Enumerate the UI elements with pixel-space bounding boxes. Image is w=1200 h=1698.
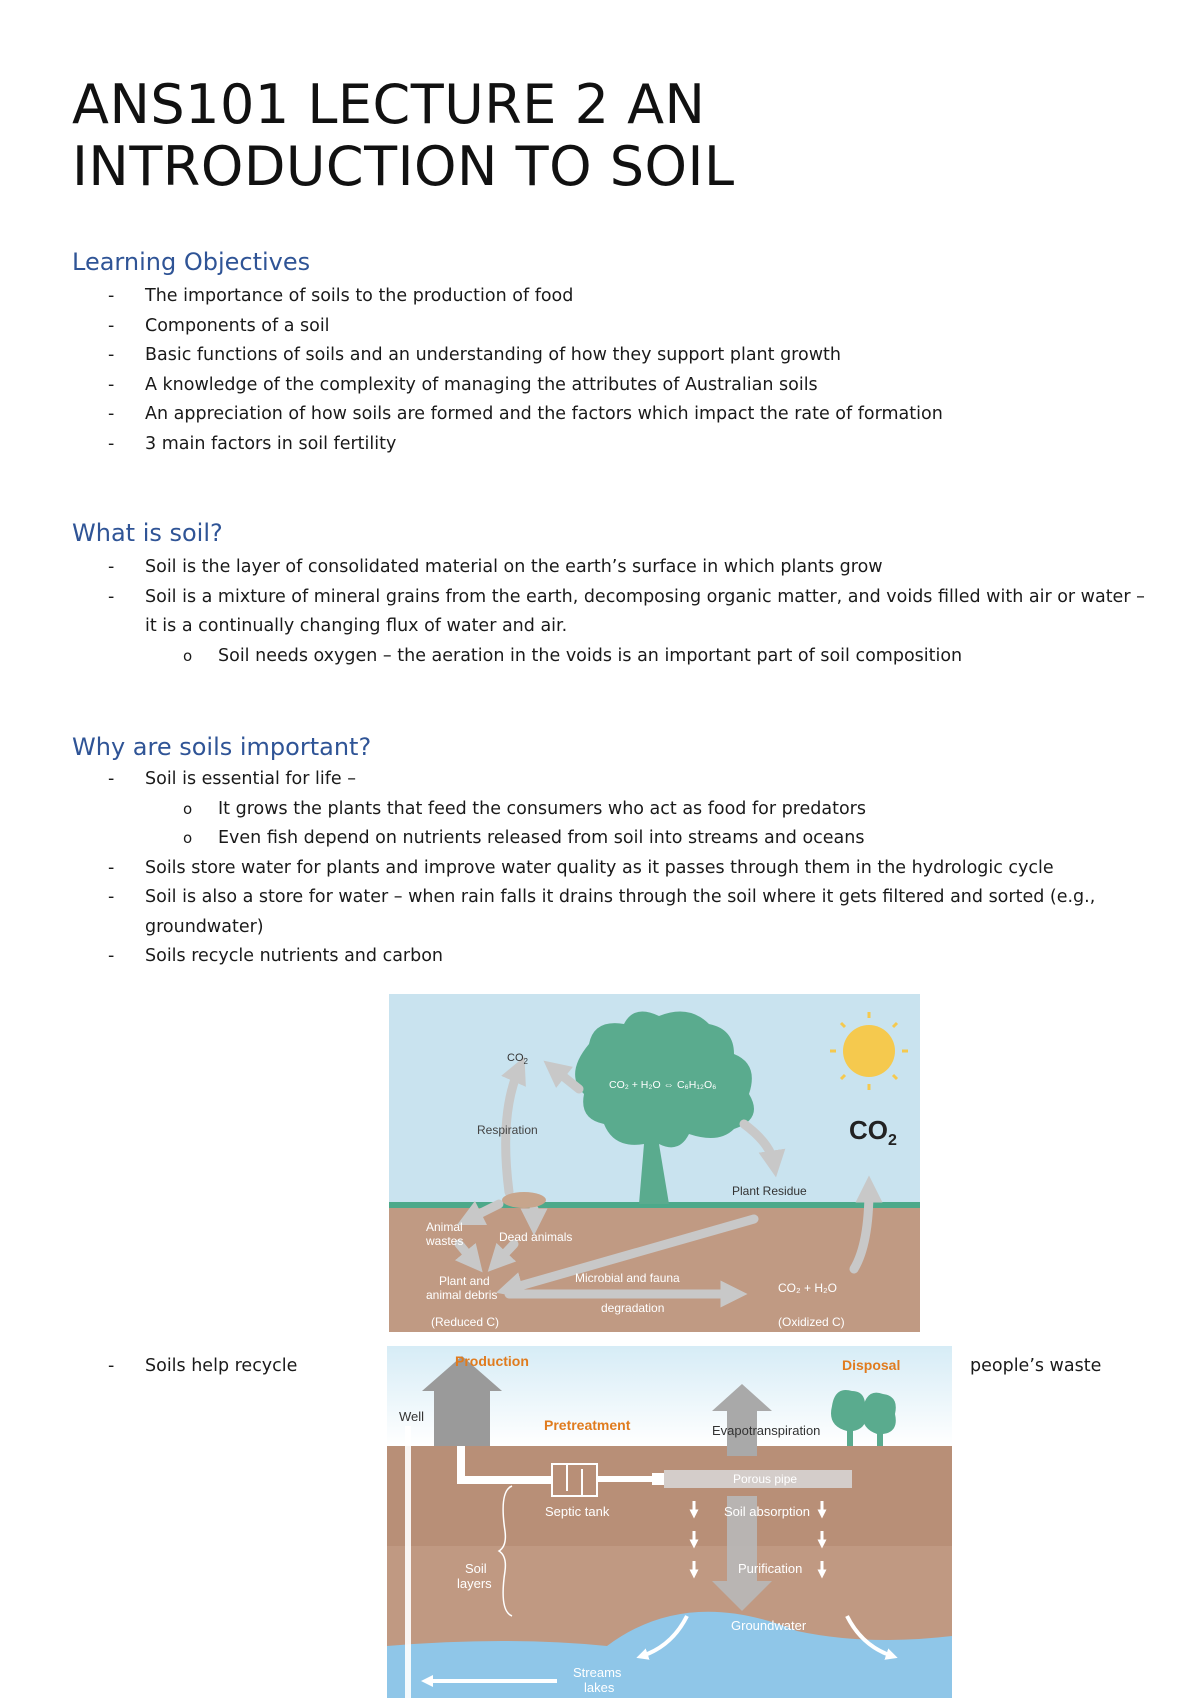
soil-absorption-label: Soil absorption — [724, 1504, 810, 1519]
dash-marker: - — [108, 557, 115, 577]
co2-top-label: $CO_2$ — [507, 1052, 528, 1066]
well-pipe — [405, 1426, 411, 1698]
what-list — [0, 553, 1150, 671]
debris-mound — [502, 1192, 546, 1208]
dash-marker: - — [108, 286, 115, 306]
dash-marker: - — [108, 1356, 115, 1376]
list-item: o Soil needs oxygen – the aeration in the voids is an important part of soil composition — [0, 642, 1150, 672]
dash-marker: - — [108, 887, 115, 907]
carbon-cycle-diagram — [389, 994, 920, 1332]
list-item: - Basic functions of soils and an understanding of how they support plant growth — [0, 341, 1150, 371]
sub-marker: o — [183, 829, 193, 847]
well-label: Well — [399, 1409, 425, 1424]
list-item: - Soil is the layer of consolidated material on the earth’s surface in which plants grow — [0, 553, 1150, 583]
why-list — [0, 765, 1150, 972]
debris-label-1: Plant and — [439, 1274, 490, 1288]
list-item: - An appreciation of how soils are formed and the factors which impact the rate of formation — [0, 400, 1150, 430]
recycle-text-right: people’s waste — [970, 1356, 1102, 1376]
list-item: - A knowledge of the complexity of managing the attributes of Australian soils — [0, 371, 1150, 401]
oxidized-c-label: (Oxidized C) — [778, 1315, 845, 1329]
page-title: ANS101 LECTURE 2 AN INTRODUCTION TO SOIL — [72, 73, 735, 198]
evapotranspiration-label: Evapotranspiration — [712, 1423, 821, 1438]
sub-marker: o — [183, 799, 193, 818]
dash-marker: - — [108, 404, 115, 424]
list-item: o It grows the plants that feed the consumers who act as food for predators — [0, 795, 1150, 825]
dash-marker: - — [108, 857, 115, 878]
recycle-text-left: Soils help recycle — [145, 1356, 298, 1376]
dash-marker: - — [108, 374, 115, 395]
distribution-box — [652, 1473, 664, 1485]
microbial-label: Microbial and fauna — [575, 1271, 680, 1285]
porous-pipe-label: Porous pipe — [733, 1472, 798, 1486]
respiration-label: Respiration — [477, 1123, 538, 1137]
inlet-pipe — [457, 1476, 552, 1484]
debris-label-2: animal debris — [426, 1288, 498, 1302]
list-item: - 3 main factors in soil fertility — [0, 430, 1150, 460]
dead-animals-label: Dead animals — [499, 1230, 573, 1244]
list-item: - Soils store water for plants and improve water quality as it passes through them in the hydrologic cycle — [0, 854, 1150, 884]
reduced-c-label: (Reduced C) — [431, 1315, 500, 1329]
streams-label-1: Streams — [573, 1665, 622, 1680]
soil-layers-label-1: Soil — [465, 1561, 487, 1576]
dash-marker: - — [108, 433, 115, 454]
plant-residue-label: Plant Residue — [732, 1184, 807, 1198]
list-item: - Components of a soil — [0, 312, 1150, 342]
dash-marker: - — [108, 946, 115, 966]
outlet-pipe — [597, 1476, 657, 1482]
animal-wastes-label-1: Animal — [426, 1220, 463, 1234]
degradation-label: degradation — [601, 1301, 665, 1315]
photosynthesis-label: CO₂ + H₂O ⇔ C₆H₁₂O₆ — [609, 1079, 717, 1091]
waste-treatment-diagram — [387, 1346, 952, 1698]
disposal-label: Disposal — [842, 1357, 901, 1373]
what-heading: What is soil? — [72, 519, 223, 547]
why-heading: Why are soils important? — [72, 733, 372, 761]
animal-wastes-label-2: wastes — [426, 1234, 464, 1248]
co2-h2o-label: CO₂ + H₂O — [778, 1281, 837, 1295]
house-drain — [457, 1446, 465, 1481]
dash-marker: - — [108, 769, 115, 789]
sub-marker: o — [183, 646, 193, 665]
soil-layers-label-2: layers — [457, 1576, 492, 1591]
list-item: o Even fish depend on nutrients released from soil into streams and oceans — [0, 824, 1150, 854]
dash-marker: - — [108, 586, 115, 607]
list-item: - Soils recycle nutrients and carbon — [0, 942, 1150, 972]
production-label: Production — [455, 1353, 529, 1369]
list-item: - Soil is also a store for water – when rain falls it drains through the soil where it gets filtered and sorted (e.g., groundwater) — [0, 883, 1150, 942]
objectives-heading: Learning Objectives — [72, 248, 311, 276]
list-item: - Soil is a mixture of mineral grains from the earth, decomposing organic matter, and voids filled with air or water – it is a continually changing flux of water and air. — [0, 583, 1150, 642]
dash-marker: - — [108, 315, 115, 336]
purification-label: Purification — [738, 1561, 803, 1576]
pretreatment-label: Pretreatment — [544, 1417, 631, 1433]
septic-tank-label: Septic tank — [545, 1504, 610, 1519]
dash-marker: - — [108, 345, 115, 365]
list-item: - The importance of soils to the production of food — [0, 282, 1150, 312]
co2-big-label: $CO_2$ — [849, 1115, 897, 1149]
groundwater-label: Groundwater — [731, 1618, 807, 1633]
objectives-list — [0, 282, 1150, 459]
streams-label-2: lakes — [584, 1680, 615, 1695]
list-item: - Soil is essential for life – — [0, 765, 1150, 795]
